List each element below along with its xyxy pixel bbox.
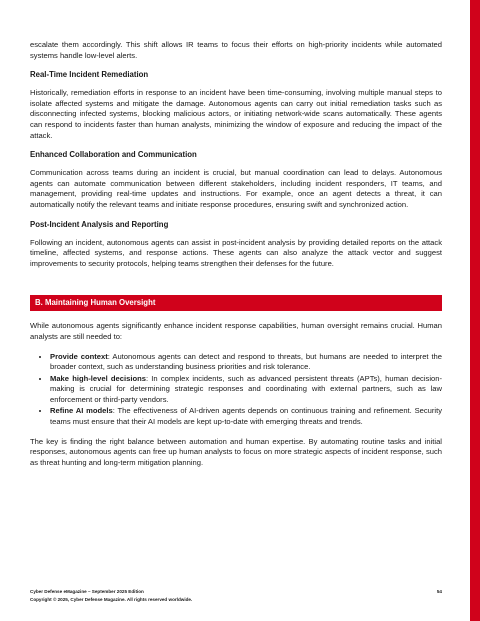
bullet-refine-ai-models	[50, 406, 442, 427]
page-footer	[30, 588, 442, 604]
bullet-provide-context	[50, 352, 442, 373]
footer-copyright: Copyright © 2025, Cyber Defense Magazine. All rights reserved worldwide.	[30, 597, 193, 602]
heading-collaboration: Enhanced Collaboration and Communication	[30, 150, 197, 160]
heading-post-incident: Post-Incident Analysis and Reporting	[30, 219, 169, 229]
footer-row	[30, 588, 442, 596]
bullet-high-level-decisions	[50, 374, 442, 406]
footer-edition: Cyber Defense eMagazine – September 2025 Edition	[30, 589, 144, 594]
bullet-term: Provide context	[50, 351, 108, 361]
paragraph-oversight-intro: While autonomous agents significantly enhance incident response capabilities, human oversight remains crucial. Human analysts are still needed to:	[30, 321, 442, 341]
section-b-banner: B. Maintaining Human Oversight	[30, 295, 442, 311]
paragraph-closing: The key is finding the right balance between automation and human expertise. By automating routine tasks and initial responses, autonomous agents can free up human analysts to focus on more strategic aspects of incident response, such as threat hunting and long-term mitigation planning.	[30, 436, 442, 467]
bullet-term: Make high-level decisions	[50, 373, 146, 383]
article-body	[30, 40, 442, 477]
bullet-text: : Autonomous agents can detect and respond to threats, but humans are needed to interpret the broader context, such as understanding business priorities and risk tolerance.	[50, 351, 443, 372]
oversight-bullet-list	[30, 352, 442, 428]
bullet-text: : In complex incidents, such as advanced persistent threats (APTs), human decision-making is crucial for determining strategic responses and coordinating with external partners, such as law enforcement or third-party vendors.	[50, 373, 443, 404]
bullet-text: : The effectiveness of AI-driven agents depends on continuous training and refinement. Security teams must ensure that their AI models are kept up-to-date with emerging threats and trends.	[50, 406, 443, 427]
paragraph-real-time-remediation: Historically, remediation efforts in response to an incident have been time-consuming, involving multiple manual steps to isolate affected systems and mitigate the damage. Autonomous agents can carry out initial remediation tasks such as disconnecting infected systems, blocking malicious actors, or initiating network-wide scans automatically. These agents can respond to incidents faster than human analysts, minimizing the window of exposure and reducing the impact of the attack.	[30, 88, 442, 140]
paragraph-post-incident: Following an incident, autonomous agents can assist in post-incident analysis by providing detailed reports on the attack timeline, affected systems, and response actions. These agents can also analyze the attack vector and suggest improvements to security protocols, helping teams strengthen their defenses for the future.	[30, 237, 442, 268]
paragraph-continuation: escalate them accordingly. This shift allows IR teams to focus their efforts on high-priority incidents while automated systems handle low-level alerts.	[30, 40, 442, 60]
red-edge-bar	[470, 0, 480, 621]
paragraph-collaboration: Communication across teams during an incident is crucial, but manual coordination can lead to delays. Autonomous agents can automate communication between different stakeholders, including incident responders, IT teams, and management, providing real-time updates and instructions. For example, once an agent detects a threat, it can automatically notify the relevant teams and initiate response procedures, ensuring swift and synchronized action.	[30, 168, 442, 209]
heading-real-time-remediation: Real-Time Incident Remediation	[30, 70, 149, 80]
bullet-term: Refine AI models	[50, 406, 113, 416]
footer-page-number: 54	[436, 589, 442, 594]
